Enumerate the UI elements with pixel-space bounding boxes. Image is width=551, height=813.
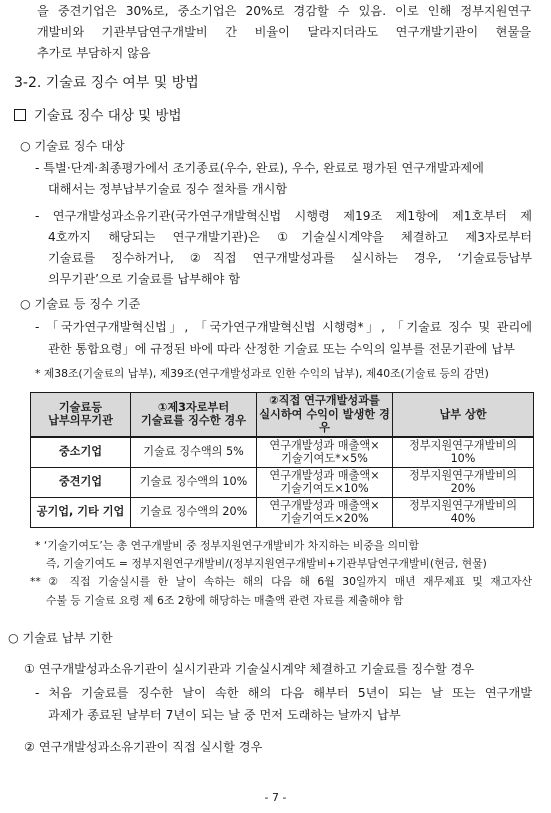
dash-item-line: 과제가 종료된 날부터 7년이 되는 날 중 먼저 도래하는 날까지 납부 <box>48 708 401 722</box>
dash-item-line: - 처음 기술료를 징수한 날이 속한 해의 다음 해부터 5년이 되는 날 또는 연구개발 <box>35 686 532 700</box>
regulation-note: * 제38조(기술료의 납부), 제39조(연구개발성과로 인한 수익의 납부), 제40조(기술료 등의 감면) <box>35 367 489 380</box>
table-cell: 기술료 징수액의 5% <box>131 437 257 468</box>
dash-item-line: - 연구개발성과소유기관(국가연구개발혁신법 시행령 제19조 제1항에 제1호부터 제 <box>35 209 532 223</box>
column-header-text: 기술료등 <box>58 400 103 414</box>
dash-item-line: - 특별·단계·최종평가에서 조기종료(우수, 완료), 우수, 완료로 평가된 연구개발과제에 <box>35 161 484 175</box>
dash-item-line: 대해서는 정부납부기술료 징수 절차를 개시함 <box>48 182 288 196</box>
dash-item-line: - 「국가연구개발혁신법」, 「국가연구개발혁신법 시행령*」, 「기술료 징수 및 관리에 <box>35 320 532 334</box>
paragraph-line: 을 중견기업은 30%로, 중소기업은 20%로 경감할 수 있음. 이로 인해 정부지원연구 <box>37 4 531 18</box>
table-cell <box>257 497 393 527</box>
paragraph-line: 개발비와 기관부담연구개발비 간 비율이 달라지더라도 연구개발기관이 현물을 <box>37 25 531 39</box>
cell-text: 정부지원연구개발비의 <box>408 498 518 512</box>
table-row <box>31 467 534 497</box>
cell-text: 40% <box>450 512 476 525</box>
circle-bullet-icon: ○ <box>20 139 35 153</box>
column-header-text: 실시하여 수익이 발생한 경우 <box>259 407 390 434</box>
column-header-text: ②직접 연구개발성과를 <box>269 394 380 407</box>
circle-bullet-icon: ○ <box>20 297 35 311</box>
royalty-table <box>30 392 534 528</box>
cell-text: 기술기여도×10% <box>280 482 369 495</box>
column-header <box>257 393 393 437</box>
cell-text: 10% <box>450 452 476 465</box>
page-number: - 7 - <box>264 791 287 804</box>
bullet-heading-text: 기술료 징수 대상 <box>34 139 125 153</box>
column-header-text: ①제3자로부터 <box>157 400 230 414</box>
table-row <box>31 497 534 527</box>
bullet-heading-text: 기술료 납부 기한 <box>22 631 113 645</box>
table-row <box>31 437 534 468</box>
dash-item-line: 의무기관’으로 기술료를 납부해야 함 <box>48 272 241 286</box>
column-header-text: 납부의무기관 <box>48 414 113 428</box>
subsection-title-text: 기술료 징수 대상 및 방법 <box>34 108 182 124</box>
bullet-heading-text: 기술료 등 징수 기준 <box>34 297 141 311</box>
square-bullet-icon <box>14 109 26 121</box>
paragraph-line: 추가로 부담하지 않음 <box>37 46 151 60</box>
cell-text: 정부지원연구개발비의 <box>408 438 518 452</box>
column-header <box>131 393 257 437</box>
table-cell: 중견기업 <box>31 467 131 497</box>
circle-bullet-icon: ○ <box>8 631 23 645</box>
cell-text: 기술기여도*×5% <box>281 452 368 465</box>
table-cell <box>257 467 393 497</box>
column-header-text: 기술료를 징수한 경우 <box>140 414 247 428</box>
footnote-line: 수불 등 기술료 요령 제 6조 2항에 해당하는 매출액 관련 자료를 제출해야 함 <box>46 594 404 607</box>
table-cell <box>393 437 534 468</box>
bullet-heading <box>8 630 113 646</box>
section-title: 3-2. 기술료 징수 여부 및 방법 <box>14 75 199 91</box>
cell-text: 연구개발성과 매출액× <box>269 498 380 512</box>
table-cell: 공기업, 기타 기업 <box>31 497 131 527</box>
footnote-line: 즉, 기술기여도 = 정부지원연구개발비/(정부지원연구개발비+기관부담연구개발비(현금, 현물) <box>46 557 487 570</box>
cell-text: 기술기여도×20% <box>280 512 369 525</box>
dash-item-line: 관한 통합요령」에 규정된 바에 따라 산정한 기술료 또는 수익의 일부를 전문기관에 납부 <box>48 342 515 356</box>
dash-item-line: 기술료를 징수하거나, ②직접 연구개발성과를 실시하는 경우, ‘기술료등납부 <box>48 251 532 265</box>
cell-text: 연구개발성과 매출액× <box>269 438 380 452</box>
column-header <box>31 393 131 437</box>
cell-text: 연구개발성과 매출액× <box>269 468 380 482</box>
numbered-item: ② 연구개발성과소유기관이 직접 실시할 경우 <box>24 740 263 754</box>
table-cell: 기술료 징수액의 20% <box>131 497 257 527</box>
bullet-heading <box>20 138 125 154</box>
dash-item-line: 4호까지 해당되는 연구개발기관)은 ①기술실시계약을 체결하고 제3자로부터 <box>48 230 532 244</box>
table-cell: 기술료 징수액의 10% <box>131 467 257 497</box>
cell-text: 20% <box>450 482 476 495</box>
column-header-text: 납부 상한 <box>439 407 487 421</box>
table-cell: 중소기업 <box>31 437 131 468</box>
cell-text: 정부지원연구개발비의 <box>408 468 518 482</box>
column-header <box>393 393 534 437</box>
numbered-item: ① 연구개발성과소유기관이 실시기관과 기술실시계약 체결하고 기술료를 징수할 경우 <box>24 662 475 676</box>
table-cell <box>257 437 393 468</box>
bullet-heading <box>20 296 140 312</box>
table-cell <box>393 497 534 527</box>
subsection-title <box>14 108 182 124</box>
table-cell <box>393 467 534 497</box>
table-header-row <box>31 393 534 437</box>
footnote-line: ** ② 직접 기술실시를 한 날이 속하는 해의 다음 해 6월 30일까지 매년 재무제표 및 재고자산 <box>30 575 532 588</box>
footnote-line: * ‘기술기여도’는 총 연구개발비 중 정부지원연구개발비가 차지하는 비중을 의미함 <box>35 539 419 552</box>
